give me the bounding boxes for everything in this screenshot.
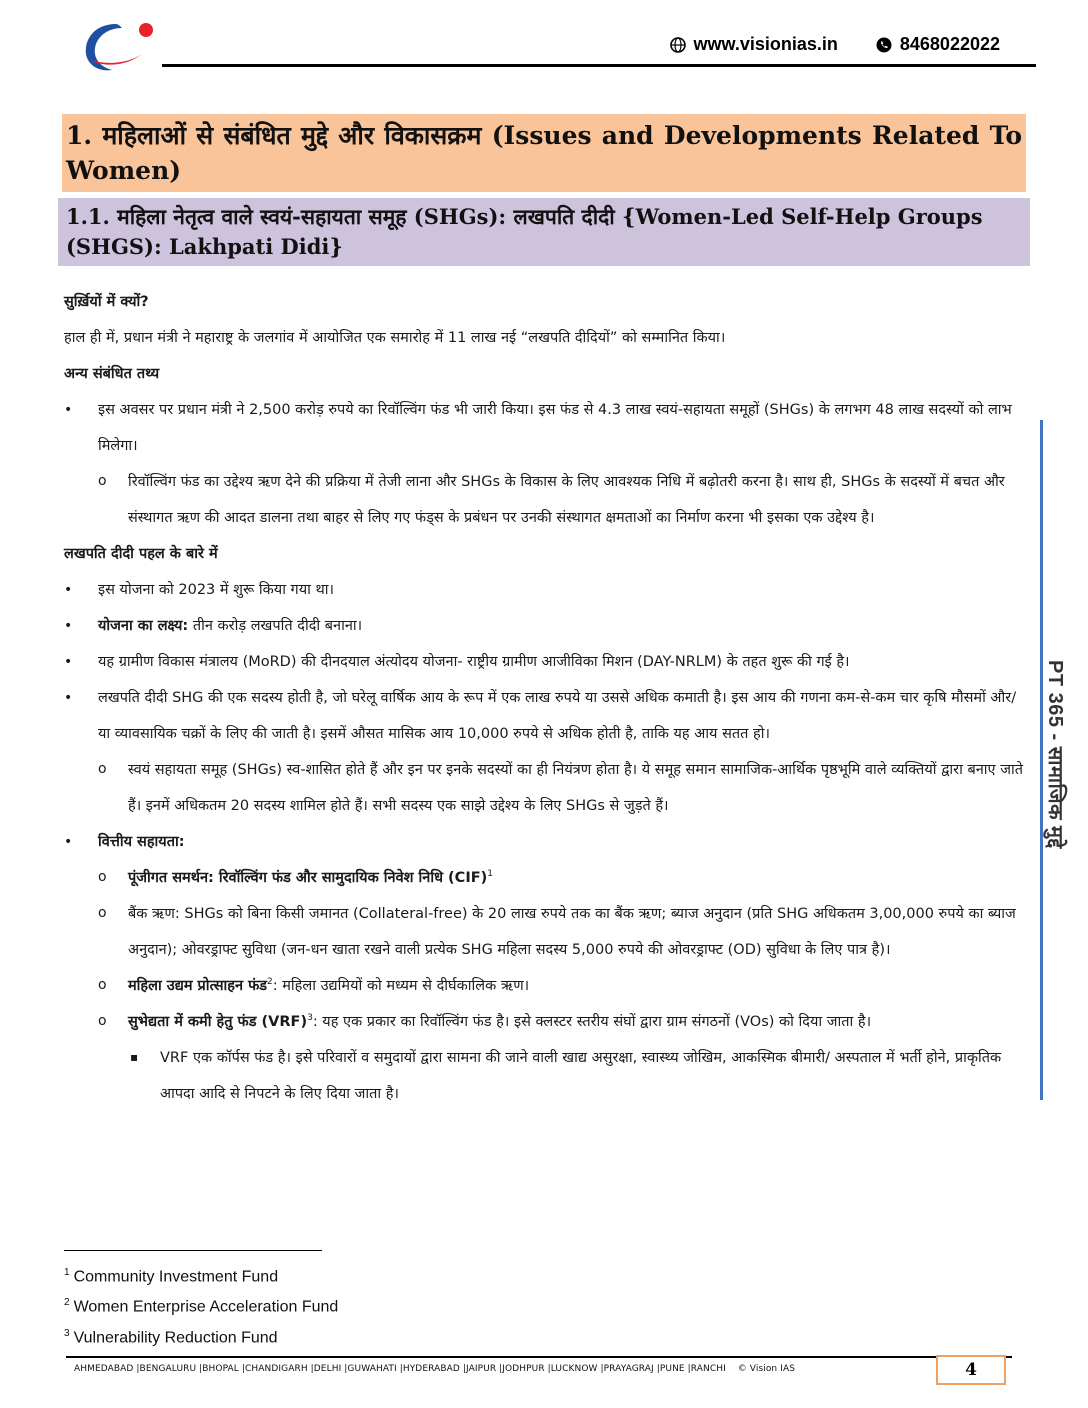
list-item: o सुभेद्यता में कमी हेतु फंड (VRF)$^3$: यह एक प्रकार का रिवॉल्विंग फंड है। इसे क्लस्टर स्तरीय संघों द्वारा ग्राम संगठनों (VOs) को दिया जाता है। ▪ VRF एक कॉर्पस फंड है। इसे परिवारों व समुदायों द्वारा सामना की जाने वाली खाद्य असुरक्षा, स्वास्थ्य जोखिम, आकस्मिक बीमारी/ अस्पताल में भर्ती होने, प्राकृतिक आपदा आदि से निपटने के लिए दिया जाता है। <box>98 1004 1026 1112</box>
list-item: • योजना का लक्ष्य: तीन करोड़ लखपति दीदी बनाना। <box>64 608 1026 644</box>
footnote-ref[interactable]: 1 <box>487 869 493 880</box>
why-in-news-label: सुर्ख़ियों में क्यों? <box>64 294 149 310</box>
list-item: • लखपति दीदी SHG की एक सदस्य होती है, जो घरेलू वार्षिक आय के रूप में एक लाख रुपये या उससे अधिक कमाती है। इस आय की गणना कम-से-कम चार कृषि मौसमों और/ या व्यावसायिक चक्रों के लिए की जाती है। इसमें औसत मासिक आय 10,000 रुपये से अधिक होती है, ताकि यह आय सतत हो। o स्वयं सहायता समूह (SHGs) स्व-शासित होते हैं और इन पर इनके सदस्यों का ही नियंत्रण होता है। ये समूह समान सामाजिक-आर्थिक पृष्ठभूमि वाले व्यक्तियों द्वारा बनाए जाते हैं। इनमें अधिकतम 20 सदस्य शामिल होते हैं। सभी सदस्य एक साझे उद्देश्य के लिए SHGs से जुड़ते हैं। <box>64 680 1026 824</box>
financial-support-list <box>98 860 1026 1112</box>
related-facts-list <box>64 392 1026 536</box>
header-contact <box>670 34 1000 55</box>
list-item: • इस अवसर पर प्रधान मंत्री ने 2,500 करोड़ रुपये का रिवॉल्विंग फंड भी जारी किया। इस फंड से 4.3 लाख स्वयं-सहायता समूहों (SHGs) के लगभग 48 लाख सदस्यों को लाभ मिलेगा। o रिवॉल्विंग फंड का उद्देश्य ऋण देने की प्रक्रिया में तेजी लाना और SHGs के विकास के लिए आवश्यक निधि में बढ़ोतरी करना है। साथ ही, SHGs के सदस्यों में बचत और संस्थागत ऋण की आदत डालना तथा बाहर से लिए गए फंड्स के प्रबंधन पर उनकी संस्थागत क्षमताओं का निर्माण करना भी इसका एक उद्देश्य है। <box>64 392 1026 536</box>
related-facts-label: अन्य संबंधित तथ्य <box>64 366 160 382</box>
phone-number[interactable]: 8468022022 <box>899 34 1000 54</box>
footer-divider <box>66 1356 1012 1358</box>
list-item: • वित्तीय सहायता: o पूंजीगत समर्थन: रिवॉल्विंग फंड और सामुदायिक निवेश निधि (CIF)$^1$ o बैंक ऋण: SHGs को बिना किसी जमानत (Collateral-free) के 20 लाख रुपये तक का बैंक ऋण; ब्याज अनुदान (प्रति SHG अधिकतम 3,00,000 रुपये का ब्याज अनुदान); ओवरड्राफ्ट सुविधा (जन-धन खाता रखने वाली प्रत्येक SHG महिला सदस्य 5,000 रुपये की ओवरड्राफ्ट (OD) सुविधा के लिए पात्र है)। o महिला उद्यम प्रोत्साहन फंड$^2$: महिला उद्यमियों को मध्यम से दीर्घकालिक ऋण। o सुभेद्यता में कमी हेतु फंड (VRF)$^3$: यह एक प्रकार का रिवॉल्विंग फंड है। इसे क्लस्टर स्तरीय संघों द्वारा ग्राम संगठनों (VOs) को दिया जाता है। ▪ VRF एक कॉर्पस फंड है। इसे परिवारों व समुदायों द्वारा सामना की जाने वाली खाद्य असुरक्षा, स्वास्थ्य जोखिम, आकस्मिक बीमारी/ अस्पताल में भर्ती होने, प्राकृतिक आपदा आदि से निपटने के लिए दिया जाता है। <box>64 824 1026 1112</box>
about-initiative-list <box>64 572 1026 1112</box>
list-item: • इस योजना को 2023 में शुरू किया गया था। <box>64 572 1026 608</box>
phone-icon <box>876 37 892 53</box>
list-item: o रिवॉल्विंग फंड का उद्देश्य ऋण देने की प्रक्रिया में तेजी लाना और SHGs के विकास के लिए आवश्यक निधि में बढ़ोतरी करना है। साथ ही, SHGs के सदस्यों में बचत और संस्थागत ऋण की आदत डालना तथा बाहर से लिए गए फंड्स के प्रबंधन पर उनकी संस्थागत क्षमताओं का निर्माण करना भी इसका एक उद्देश्य है। <box>98 464 1026 536</box>
list-item: o पूंजीगत समर्थन: रिवॉल्विंग फंड और सामुदायिक निवेश निधि (CIF)$^1$ <box>98 860 1026 896</box>
globe-icon <box>670 37 686 53</box>
footer-cities: AHMEDABAD |BENGALURU |BHOPAL |CHANDIGARH |DELHI |GUWAHATI |HYDERABAD |JAIPUR |JODHPUR |LUCKNOW |PRAYAGRAJ |PUNE |RANCHI © Vision IAS <box>74 1364 796 1374</box>
footnote-ref[interactable]: 3 <box>307 1013 313 1024</box>
section-heading-1-1: 1.1. महिला नेतृत्व वाले स्वयं-सहायता समूह (SHGs): लखपति दीदी {Women-Led Self-Help Groups (SHGS): Lakhpati Didi} <box>58 198 1030 266</box>
footnote-item: $^1$ Community Investment Fund <box>64 1267 279 1286</box>
list-item: o महिला उद्यम प्रोत्साहन फंड$^2$: महिला उद्यमियों को मध्यम से दीर्घकालिक ऋण। <box>98 968 1026 1004</box>
sub-sub-list <box>128 1040 1026 1112</box>
footnote-divider <box>64 1250 322 1251</box>
list-item: ▪ VRF एक कॉर्पस फंड है। इसे परिवारों व समुदायों द्वारा सामना की जाने वाली खाद्य असुरक्षा, स्वास्थ्य जोखिम, आकस्मिक बीमारी/ अस्पताल में भर्ती होने, प्राकृतिक आपदा आदि से निपटने के लिए दिया जाता है। <box>128 1040 1026 1112</box>
website-link[interactable]: www.visionias.in <box>693 34 838 54</box>
section-heading-1: 1. महिलाओं से संबंधित मुद्दे और विकासक्रम (Issues and Developments Related To Women) <box>62 114 1026 192</box>
vision-ias-logo <box>76 16 160 76</box>
footnote-ref[interactable]: 2 <box>267 977 273 988</box>
copyright: © Vision IAS <box>737 1364 796 1374</box>
about-initiative-label: लखपति दीदी पहल के बारे में <box>64 546 218 562</box>
list-item: o बैंक ऋण: SHGs को बिना किसी जमानत (Collateral-free) के 20 लाख रुपये तक का बैंक ऋण; ब्याज अनुदान (प्रति SHG अधिकतम 3,00,000 रुपये का ब्याज अनुदान); ओवरड्राफ्ट सुविधा (जन-धन खाता रखने वाली प्रत्येक SHG महिला सदस्य 5,000 रुपये की ओवरड्राफ्ट (OD) सुविधा के लिए पात्र है)। <box>98 896 1026 968</box>
footnote-item: $^3$ Vulnerability Reduction Fund <box>64 1327 278 1346</box>
header-divider <box>162 64 1036 67</box>
why-in-news-text: हाल ही में, प्रधान मंत्री ने महाराष्ट्र के जलगांव में आयोजित एक समारोह में 11 लाख नई “लखपति दीदियों” को सम्मानित किया। <box>64 330 726 346</box>
page-number: 4 <box>936 1355 1006 1385</box>
sub-list <box>98 752 1026 824</box>
list-item: • यह ग्रामीण विकास मंत्रालय (MoRD) की दीनदयाल अंत्योदय योजना- राष्ट्रीय ग्रामीण आजीविका मिशन (DAY-NRLM) के तहत शुरू की गई है। <box>64 644 1026 680</box>
list-item: o स्वयं सहायता समूह (SHGs) स्व-शासित होते हैं और इन पर इनके सदस्यों का ही नियंत्रण होता है। ये समूह समान सामाजिक-आर्थिक पृष्ठभूमि वाले व्यक्तियों द्वारा बनाए जाते हैं। इनमें अधिकतम 20 सदस्य शामिल होते हैं। सभी सदस्य एक साझे उद्देश्य के लिए SHGs से जुड़ते हैं। <box>98 752 1026 824</box>
footnote-item: $^2$ Women Enterprise Acceleration Fund <box>64 1297 339 1316</box>
sub-list <box>98 464 1026 536</box>
main-content <box>64 284 1026 1112</box>
side-label: PT 365 - सामाजिक मुद्दे <box>1044 660 1066 849</box>
footnotes <box>64 1260 338 1351</box>
